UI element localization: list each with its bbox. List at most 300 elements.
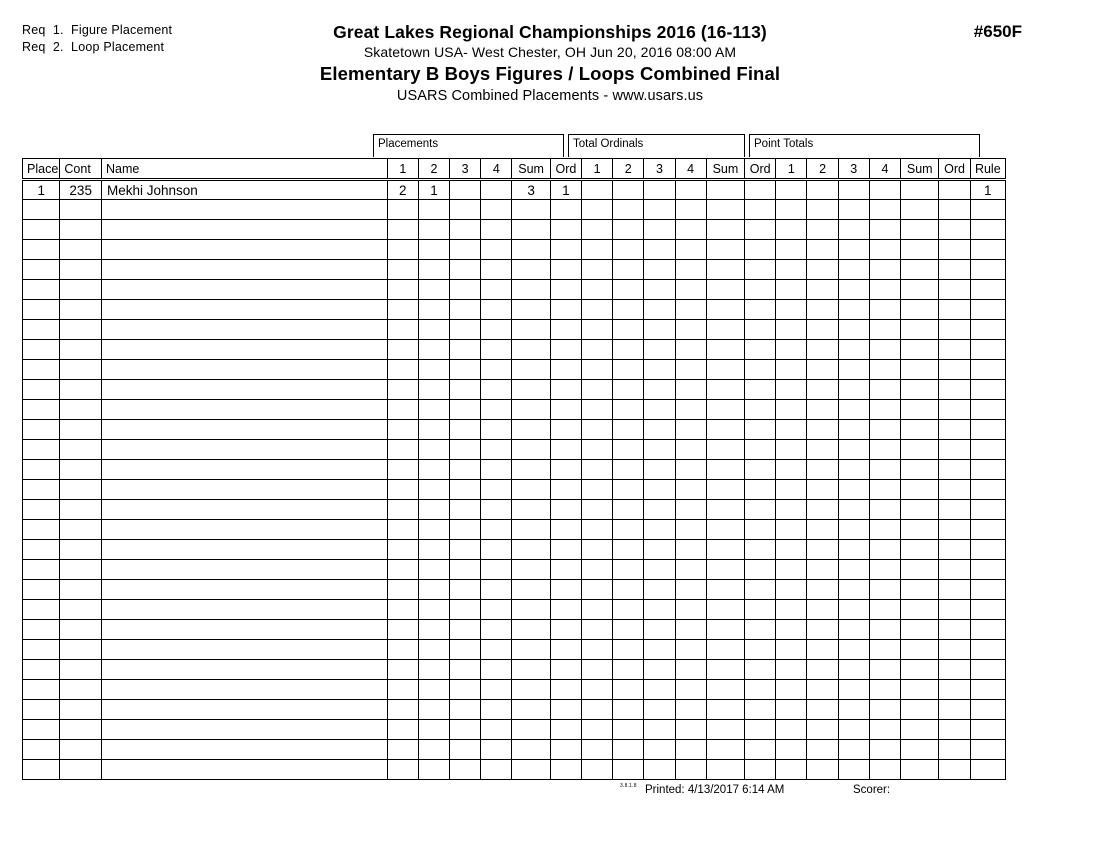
cell-empty <box>387 200 418 220</box>
cell-empty <box>481 420 512 440</box>
cell-empty <box>644 720 675 740</box>
cell-empty <box>512 440 550 460</box>
cell-empty <box>939 240 970 260</box>
cell-empty <box>869 500 900 520</box>
cell-empty <box>60 540 102 560</box>
results-table <box>22 158 1006 780</box>
cell-empty <box>512 700 550 720</box>
cell-empty <box>970 740 1005 760</box>
cell-empty <box>60 560 102 580</box>
cell-rule: 1 <box>970 180 1005 200</box>
software-version-stamp: 3.8.1.8 <box>620 783 637 789</box>
cell-empty <box>807 400 838 420</box>
cell-empty <box>101 740 387 760</box>
cell-empty <box>838 520 869 540</box>
cell-empty <box>101 560 387 580</box>
cell-empty <box>550 380 581 400</box>
cell-empty <box>550 580 581 600</box>
cell-empty <box>550 640 581 660</box>
cell-empty <box>60 580 102 600</box>
cell-empty <box>550 340 581 360</box>
cell-empty <box>481 740 512 760</box>
cell-empty <box>706 700 744 720</box>
cell-empty <box>807 640 838 660</box>
table-row-empty <box>23 560 1006 580</box>
cell-empty <box>939 400 970 420</box>
cell-empty <box>101 240 387 260</box>
cell-empty <box>23 680 60 700</box>
cell-empty <box>550 600 581 620</box>
cell-empty <box>387 760 418 780</box>
cell-empty <box>60 420 102 440</box>
cell-empty <box>613 320 644 340</box>
cell-empty <box>838 420 869 440</box>
cell-empty <box>23 480 60 500</box>
cell-empty <box>939 640 970 660</box>
cell-empty <box>644 640 675 660</box>
cell-empty <box>706 300 744 320</box>
cell-points-judge-1 <box>776 180 807 200</box>
cell-empty <box>869 680 900 700</box>
cell-empty <box>970 380 1005 400</box>
cell-empty <box>869 720 900 740</box>
table-row-empty <box>23 740 1006 760</box>
cell-empty <box>901 360 939 380</box>
cell-empty <box>450 660 481 680</box>
cell-empty <box>418 260 449 280</box>
cell-empty <box>512 660 550 680</box>
cell-empty <box>838 440 869 460</box>
cell-empty <box>644 760 675 780</box>
cell-empty <box>512 560 550 580</box>
cell-empty <box>838 580 869 600</box>
cell-empty <box>418 580 449 600</box>
cell-empty <box>807 680 838 700</box>
cell-empty <box>869 640 900 660</box>
cell-empty <box>869 380 900 400</box>
cell-empty <box>776 760 807 780</box>
cell-empty <box>675 480 706 500</box>
cell-empty <box>481 720 512 740</box>
cell-empty <box>387 680 418 700</box>
cell-empty <box>512 380 550 400</box>
cell-empty <box>706 600 744 620</box>
cell-empty <box>838 740 869 760</box>
cell-empty <box>418 740 449 760</box>
cell-empty <box>939 420 970 440</box>
table-row-empty <box>23 520 1006 540</box>
cell-empty <box>901 500 939 520</box>
cell-empty <box>970 660 1005 680</box>
cell-empty <box>838 380 869 400</box>
cell-empty <box>970 560 1005 580</box>
cell-empty <box>901 320 939 340</box>
cell-empty <box>60 700 102 720</box>
cell-empty <box>838 560 869 580</box>
cell-empty <box>939 480 970 500</box>
cell-empty <box>101 360 387 380</box>
cell-empty <box>675 680 706 700</box>
cell-empty <box>706 540 744 560</box>
cell-placement-judge-1: 2 <box>387 180 418 200</box>
cell-empty <box>807 200 838 220</box>
table-header-row <box>23 159 1006 180</box>
cell-empty <box>101 480 387 500</box>
cell-empty <box>550 700 581 720</box>
cell-empty <box>613 520 644 540</box>
cell-empty <box>512 720 550 740</box>
cell-empty <box>550 620 581 640</box>
cell-empty <box>101 760 387 780</box>
cell-empty <box>512 460 550 480</box>
cell-empty <box>838 700 869 720</box>
cell-empty <box>901 340 939 360</box>
cell-empty <box>481 500 512 520</box>
cell-empty <box>706 340 744 360</box>
cell-empty <box>939 680 970 700</box>
cell-empty <box>481 260 512 280</box>
cell-empty <box>450 240 481 260</box>
cell-empty <box>644 240 675 260</box>
cell-empty <box>387 260 418 280</box>
cell-empty <box>939 660 970 680</box>
cell-empty <box>644 600 675 620</box>
cell-empty <box>706 280 744 300</box>
cell-cont: 235 <box>60 180 102 200</box>
cell-empty <box>582 400 613 420</box>
cell-empty <box>60 380 102 400</box>
cell-empty <box>512 580 550 600</box>
cell-empty <box>582 740 613 760</box>
cell-empty <box>807 380 838 400</box>
cell-empty <box>675 640 706 660</box>
cell-empty <box>745 320 776 340</box>
cell-empty <box>387 340 418 360</box>
cell-empty <box>869 220 900 240</box>
cell-empty <box>970 220 1005 240</box>
cell-empty <box>776 340 807 360</box>
cell-empty <box>675 260 706 280</box>
cell-empty <box>901 660 939 680</box>
cell-empty <box>101 680 387 700</box>
cell-empty <box>60 500 102 520</box>
cell-empty <box>745 560 776 580</box>
cell-empty <box>550 720 581 740</box>
cell-empty <box>512 220 550 240</box>
cell-empty <box>939 280 970 300</box>
cell-empty <box>776 640 807 660</box>
cell-empty <box>582 540 613 560</box>
cell-empty <box>869 620 900 640</box>
cell-empty <box>387 460 418 480</box>
cell-empty <box>838 300 869 320</box>
cell-placement-judge-3 <box>450 180 481 200</box>
requirement-line-1: Req 1. Figure Placement <box>22 23 173 37</box>
cell-empty <box>901 680 939 700</box>
column-header-placements-sum: Sum <box>512 159 550 180</box>
cell-ordinal-judge-1 <box>582 180 613 200</box>
cell-empty <box>550 520 581 540</box>
cell-empty <box>869 560 900 580</box>
cell-empty <box>706 740 744 760</box>
cell-empty <box>613 540 644 560</box>
cell-empty <box>970 520 1005 540</box>
cell-empty <box>869 400 900 420</box>
cell-empty <box>675 420 706 440</box>
cell-empty <box>644 200 675 220</box>
cell-empty <box>901 260 939 280</box>
table-row-empty <box>23 700 1006 720</box>
cell-empty <box>970 340 1005 360</box>
cell-empty <box>481 280 512 300</box>
cell-empty <box>512 640 550 660</box>
cell-empty <box>512 500 550 520</box>
cell-empty <box>901 620 939 640</box>
table-row-empty <box>23 460 1006 480</box>
cell-empty <box>481 460 512 480</box>
cell-empty <box>387 740 418 760</box>
cell-empty <box>550 540 581 560</box>
cell-empty <box>101 320 387 340</box>
cell-empty <box>776 220 807 240</box>
cell-empty <box>807 300 838 320</box>
cell-empty <box>807 500 838 520</box>
cell-empty <box>939 760 970 780</box>
cell-empty <box>613 280 644 300</box>
cell-empty <box>512 400 550 420</box>
cell-empty <box>23 600 60 620</box>
cell-empty <box>970 400 1005 420</box>
cell-empty <box>939 740 970 760</box>
column-header-place: Place <box>23 159 60 180</box>
cell-empty <box>644 260 675 280</box>
cell-empty <box>450 200 481 220</box>
cell-empty <box>807 520 838 540</box>
cell-empty <box>838 600 869 620</box>
column-header-points-ord: Ord <box>939 159 970 180</box>
scorer-signature-label: Scorer: <box>853 784 891 796</box>
cell-empty <box>776 620 807 640</box>
cell-empty <box>550 200 581 220</box>
cell-empty <box>644 400 675 420</box>
cell-empty <box>644 620 675 640</box>
cell-empty <box>582 660 613 680</box>
cell-empty <box>807 540 838 560</box>
column-header-ordinals-judge-2: 2 <box>613 159 644 180</box>
cell-empty <box>23 420 60 440</box>
cell-empty <box>613 340 644 360</box>
cell-empty <box>481 220 512 240</box>
cell-empty <box>387 540 418 560</box>
column-header-points-judge-3: 3 <box>838 159 869 180</box>
cell-empty <box>939 460 970 480</box>
cell-empty <box>644 420 675 440</box>
cell-empty <box>613 240 644 260</box>
cell-empty <box>644 480 675 500</box>
cell-empty <box>582 560 613 580</box>
cell-empty <box>101 440 387 460</box>
column-header-ordinals-judge-4: 4 <box>675 159 706 180</box>
cell-empty <box>450 460 481 480</box>
cell-empty <box>644 560 675 580</box>
table-row-empty <box>23 500 1006 520</box>
cell-empty <box>675 460 706 480</box>
cell-empty <box>387 700 418 720</box>
cell-empty <box>60 460 102 480</box>
cell-empty <box>939 200 970 220</box>
cell-empty <box>869 660 900 680</box>
cell-empty <box>481 300 512 320</box>
cell-empty <box>675 720 706 740</box>
cell-empty <box>23 720 60 740</box>
cell-empty <box>418 300 449 320</box>
cell-empty <box>512 280 550 300</box>
cell-empty <box>807 320 838 340</box>
cell-empty <box>901 380 939 400</box>
cell-empty <box>970 680 1005 700</box>
venue-datetime-line: Skatetown USA- West Chester, OH Jun 20, 2016 08:00 AM <box>363 44 737 60</box>
cell-empty <box>706 760 744 780</box>
cell-empty <box>582 480 613 500</box>
cell-empty <box>807 220 838 240</box>
cell-empty <box>807 600 838 620</box>
cell-empty <box>644 500 675 520</box>
cell-empty <box>481 340 512 360</box>
cell-empty <box>869 340 900 360</box>
cell-empty <box>60 680 102 700</box>
cell-empty <box>418 620 449 640</box>
cell-empty <box>613 220 644 240</box>
cell-empty <box>706 260 744 280</box>
column-header-ordinals-ord: Ord <box>745 159 776 180</box>
cell-empty <box>970 240 1005 260</box>
cell-empty <box>450 280 481 300</box>
column-header-placements-ord: Ord <box>550 159 581 180</box>
cell-empty <box>776 540 807 560</box>
cell-empty <box>644 520 675 540</box>
table-row <box>23 180 1006 200</box>
cell-empty <box>101 220 387 240</box>
cell-empty <box>450 340 481 360</box>
group-header-placements: Placements <box>373 134 564 157</box>
cell-empty <box>613 580 644 600</box>
cell-empty <box>939 540 970 560</box>
cell-empty <box>644 680 675 700</box>
cell-empty <box>675 360 706 380</box>
cell-empty <box>582 320 613 340</box>
cell-empty <box>706 560 744 580</box>
cell-empty <box>582 460 613 480</box>
cell-empty <box>901 280 939 300</box>
cell-empty <box>450 480 481 500</box>
cell-empty <box>675 400 706 420</box>
cell-empty <box>745 220 776 240</box>
cell-empty <box>550 320 581 340</box>
cell-empty <box>613 480 644 500</box>
column-header-placements-judge-2: 2 <box>418 159 449 180</box>
cell-empty <box>807 580 838 600</box>
cell-empty <box>706 360 744 380</box>
cell-empty <box>582 600 613 620</box>
cell-empty <box>970 360 1005 380</box>
cell-empty <box>418 560 449 580</box>
cell-points-judge-4 <box>869 180 900 200</box>
cell-empty <box>706 420 744 440</box>
cell-placements-sum: 3 <box>512 180 550 200</box>
cell-empty <box>582 300 613 320</box>
cell-empty <box>387 720 418 740</box>
column-header-name: Name <box>101 159 387 180</box>
cell-empty <box>450 540 481 560</box>
cell-empty <box>869 600 900 620</box>
cell-empty <box>450 680 481 700</box>
cell-place: 1 <box>23 180 60 200</box>
cell-empty <box>613 380 644 400</box>
event-code: #650F <box>973 22 1022 41</box>
cell-empty <box>512 200 550 220</box>
cell-empty <box>101 600 387 620</box>
cell-empty <box>776 260 807 280</box>
cell-empty <box>418 640 449 660</box>
cell-empty <box>60 300 102 320</box>
cell-empty <box>901 520 939 540</box>
cell-empty <box>776 280 807 300</box>
cell-empty <box>23 340 60 360</box>
cell-empty <box>387 620 418 640</box>
cell-empty <box>838 460 869 480</box>
cell-empty <box>60 280 102 300</box>
column-header-points-judge-4: 4 <box>869 159 900 180</box>
cell-empty <box>901 580 939 600</box>
cell-empty <box>776 300 807 320</box>
cell-empty <box>776 320 807 340</box>
cell-empty <box>838 340 869 360</box>
cell-empty <box>418 440 449 460</box>
cell-ordinal-judge-3 <box>644 180 675 200</box>
column-header-rule: Rule <box>970 159 1005 180</box>
table-row-empty <box>23 760 1006 780</box>
cell-empty <box>613 560 644 580</box>
cell-empty <box>450 600 481 620</box>
cell-empty <box>745 240 776 260</box>
cell-empty <box>745 500 776 520</box>
cell-empty <box>939 580 970 600</box>
cell-empty <box>613 720 644 740</box>
cell-placements-ord: 1 <box>550 180 581 200</box>
cell-empty <box>807 260 838 280</box>
cell-empty <box>745 440 776 460</box>
cell-empty <box>776 240 807 260</box>
cell-empty <box>838 400 869 420</box>
cell-empty <box>481 480 512 500</box>
cell-empty <box>869 260 900 280</box>
cell-empty <box>613 400 644 420</box>
cell-empty <box>512 740 550 760</box>
cell-empty <box>745 300 776 320</box>
cell-empty <box>745 620 776 640</box>
cell-empty <box>939 360 970 380</box>
cell-empty <box>387 300 418 320</box>
cell-empty <box>838 240 869 260</box>
cell-empty <box>745 460 776 480</box>
table-row-empty <box>23 280 1006 300</box>
cell-empty <box>838 260 869 280</box>
cell-empty <box>60 240 102 260</box>
cell-empty <box>644 340 675 360</box>
cell-empty <box>901 600 939 620</box>
cell-empty <box>706 520 744 540</box>
cell-empty <box>970 600 1005 620</box>
